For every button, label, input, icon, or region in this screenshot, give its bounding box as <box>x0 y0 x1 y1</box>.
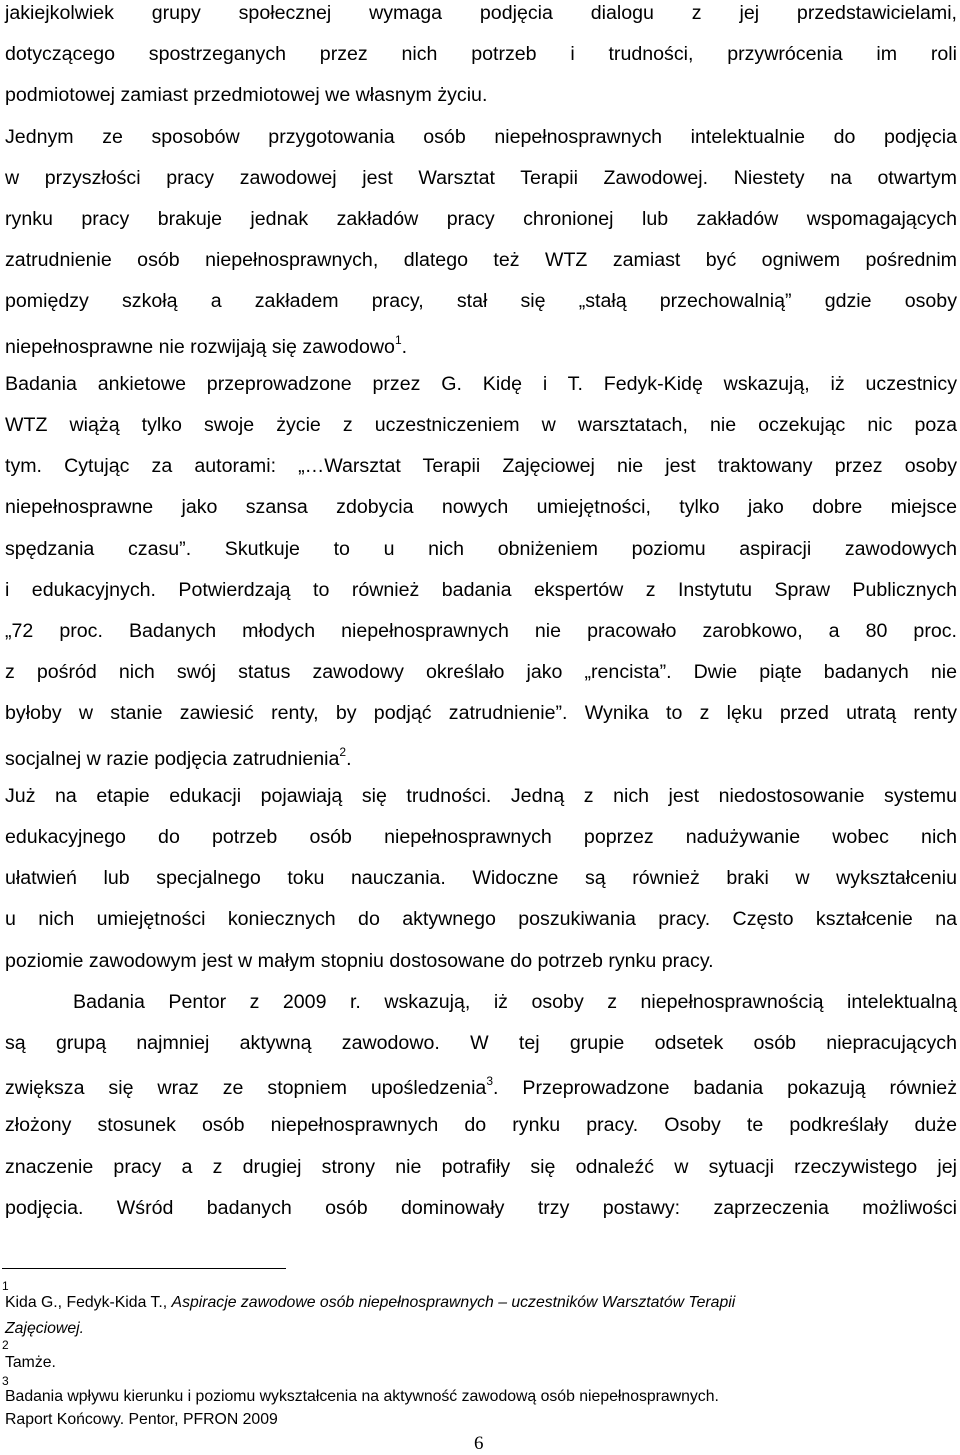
footnote-text: Zajęciowej. <box>5 1320 85 1337</box>
body-line: edukacyjnego do potrzeb osób niepełnosprawnych poprzez nadużywanie wobec nich <box>5 826 957 848</box>
footnote-separator <box>2 1268 286 1269</box>
body-line: pomiędzy szkołą a zakładem pracy, stał się „stałą przechowalnią” gdzie osoby <box>5 290 957 313</box>
body-line: złożony stosunek osób niepełnosprawnych do rynku pracy. Osoby te podkreślały duże <box>5 1114 957 1137</box>
body-line: jakiejkolwiek grupy społecznej wymaga podjęcia dialogu z jej przedstawicielami, <box>5 2 957 24</box>
body-line: podmiotowej zamiast przedmiotowej we własnym życiu. <box>5 84 488 107</box>
body-line: ułatwień lub specjalnego toku nauczania. Widoczne są również braki w wykształceniu <box>5 867 957 890</box>
body-line: u nich umiejętności koniecznych do aktywnego poszukiwania pracy. Często kształcenie na <box>5 908 957 931</box>
body-line: w przyszłości pracy zawodowej jest Warsztat Terapii Zawodowej. Niestety na otwartym <box>5 166 957 189</box>
body-line: rynku pracy brakuje jednak zakładów pracy chronionej lub zakładów wspomagających <box>5 208 957 230</box>
body-line: „72 proc. Badanych młodych niepełnosprawnych nie pracowało zarobkowo, a 80 proc. <box>5 620 957 642</box>
footnote-text: Raport Końcowy. Pentor, PFRON 2009 <box>5 1411 278 1428</box>
body-line: WTZ wiążą tylko swoje życie z uczestniczeniem w warsztatach, nie oczekując nic poza <box>5 414 957 436</box>
footnote-number: 2 <box>2 1338 9 1352</box>
body-line: Już na etapie edukacji pojawiają się trudności. Jedną z nich jest niedostosowanie systemu <box>5 784 957 807</box>
body-line: Badania ankietowe przeprowadzone przez G. Kidę i T. Fedyk-Kidę wskazują, iż uczestnicy <box>5 372 957 395</box>
footnote-ref[interactable]: 1 <box>394 332 402 347</box>
body-line: Jednym ze sposobów przygotowania osób niepełnosprawnych intelektualnie do podjęcia <box>5 125 957 148</box>
footnote-number: 3 <box>2 1374 9 1388</box>
footnote-ref[interactable]: 3 <box>486 1074 494 1089</box>
footnote-text: Kida G., Fedyk-Kida T., Aspiracje zawodowe osób niepełnosprawnych – uczestników Warsztatów Terapii <box>5 1294 736 1311</box>
footnote-number: 1 <box>2 1279 9 1293</box>
body-line: są grupą najmniej aktywną zawodowo. W tej grupie odsetek osób niepracujących <box>5 1032 957 1054</box>
body-line: socjalnej w razie podjęcia zatrudnienia$^2$. <box>5 744 352 770</box>
body-line: byłoby w stanie zawiesić renty, by podjąć zatrudnienie”. Wynika to z lęku przed utratą renty <box>5 702 957 725</box>
body-line: podjęcia. Wśród badanych osób dominowały trzy postawy: zaprzeczenia możliwości <box>5 1196 957 1219</box>
body-line: Badania Pentor z 2009 r. wskazują, iż osoby z niepełnosprawnością intelektualną <box>73 990 957 1013</box>
body-line: dotyczącego spostrzeganych przez nich potrzeb i trudności, przywrócenia im roli <box>5 43 957 66</box>
body-line: niepełnosprawne jako szansa zdobycia nowych umiejętności, tylko jako dobre miejsce <box>5 496 957 519</box>
body-line: niepełnosprawne nie rozwijają się zawodowo$^1$. <box>5 332 408 358</box>
page-number: 6 <box>474 1433 484 1454</box>
body-line: spędzania czasu”. Skutkuje to u nich obniżeniem poziomu aspiracji zawodowych <box>5 537 957 560</box>
body-line: zatrudnienie osób niepełnosprawnych, dlatego też WTZ zamiast być ogniwem pośrednim <box>5 249 957 272</box>
body-line: znaczenie pracy a z drugiej strony nie potrafiły się odnaleźć w sytuacji rzeczywistego jej <box>5 1155 957 1178</box>
body-line: poziomie zawodowym jest w małym stopniu dostosowane do potrzeb rynku pracy. <box>5 949 714 972</box>
footnote-ref[interactable]: 2 <box>339 744 347 759</box>
body-line: tym. Cytując za autorami: „…Warsztat Terapii Zajęciowej nie jest traktowany przez osoby <box>5 455 957 478</box>
footnote-text: Badania wpływu kierunku i poziomu wykształcenia na aktywność zawodową osób niepełnosprawnych. <box>5 1388 719 1405</box>
body-line: zwiększa się wraz ze stopniem upośledzenia$^3$. Przeprowadzone badania pokazują również <box>5 1074 958 1100</box>
body-line: z pośród nich swój status zawodowy określało jako „rencista”. Dwie piąte badanych nie <box>5 661 957 684</box>
footnote-text: Tamże. <box>5 1354 56 1371</box>
body-line: i edukacyjnych. Potwierdzają to również badania ekspertów z Instytutu Spraw Publicznych <box>5 578 957 601</box>
